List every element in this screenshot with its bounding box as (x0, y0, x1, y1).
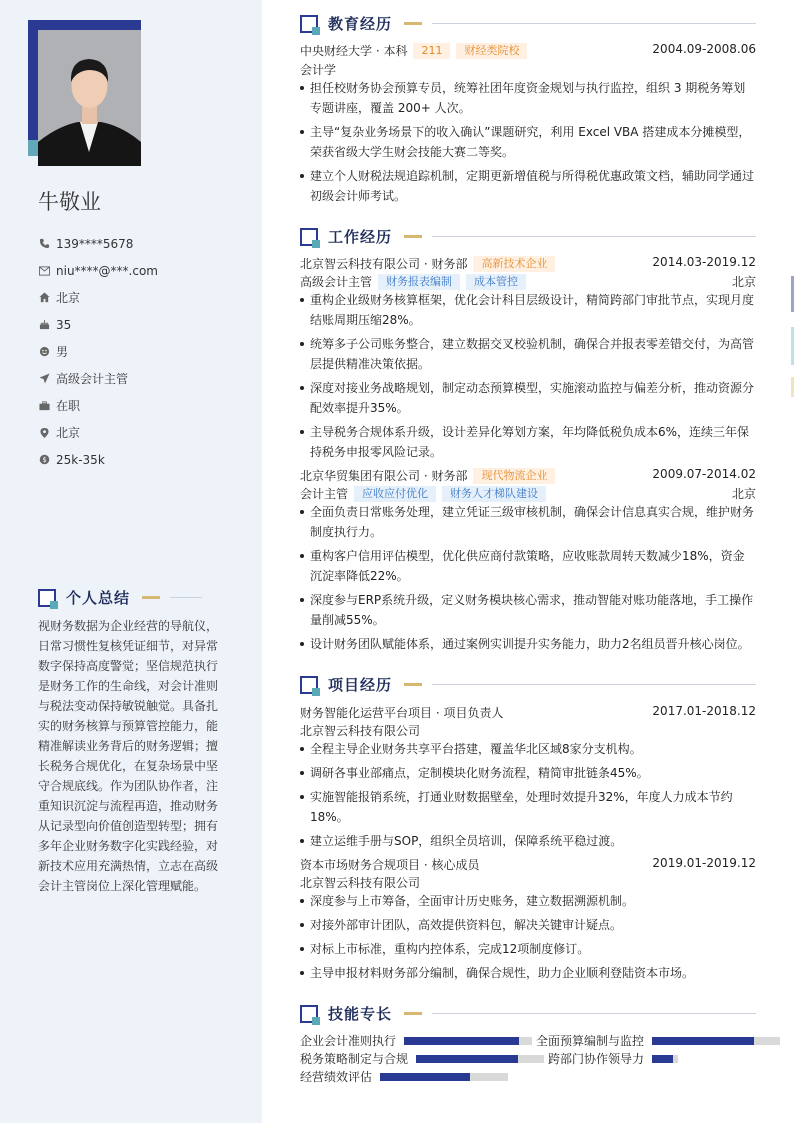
section-divider (170, 597, 202, 598)
section-square-icon (38, 589, 56, 607)
education-major: 会计学 (300, 63, 337, 77)
salary-icon (38, 454, 50, 466)
skill-tag: 成本管控 (466, 274, 526, 290)
list-item: 对接外部审计团队，高效提供资料包，解决关键审计疑点。 (300, 915, 756, 935)
education-period: 2004.09-2008.06 (652, 42, 756, 56)
gender-text: 男 (56, 345, 69, 359)
skill-bar (416, 1055, 544, 1063)
job-city: 北京 (731, 275, 756, 289)
skills-title: 技能专长 (328, 1005, 393, 1023)
job-position-row (300, 485, 756, 502)
list-item: 深度对接业务战略规划，制定动态预算模型，实施滚动监控与偏差分析，推动资源分配效率提升35%。 (300, 378, 756, 418)
skill-item (548, 1050, 678, 1067)
education-header-row (300, 42, 756, 59)
home-text: 北京 (56, 291, 81, 305)
profile-photo (38, 30, 141, 166)
info-age (38, 311, 158, 338)
phone-icon (38, 238, 50, 250)
job-bullets (300, 290, 756, 466)
section-square-icon (300, 676, 318, 694)
list-item: 调研各事业部痛点，定制模块化财务流程，精简审批链条45%。 (300, 763, 756, 783)
skill-name: 全面预算编制与监控 (536, 1034, 645, 1048)
skill-name: 经营绩效评估 (300, 1070, 373, 1084)
info-gender (38, 338, 158, 365)
company-tag: 现代物流企业 (473, 468, 555, 484)
list-item: 主导申报材料财务部分编制，确保合规性，助力企业顺利登陆资本市场。 (300, 963, 756, 983)
list-item: 主导“复杂业务场景下的收入确认”课题研究，利用 Excel VBA 搭建成本分摊模型，荣获省级大学生财会技能大赛二等奖。 (300, 122, 756, 162)
section-divider (432, 23, 756, 24)
briefcase-icon (38, 400, 50, 412)
info-home (38, 284, 158, 311)
info-salary (38, 446, 158, 473)
education-bullets (300, 78, 756, 210)
info-location (38, 419, 158, 446)
list-item: 重构企业级财务核算框架，优化会计科目层级设计，精简跨部门审批节点，实现月度结账周期压缩28%。 (300, 290, 756, 330)
location-text: 北京 (56, 426, 81, 440)
section-divider (432, 684, 756, 685)
job-header-row (300, 467, 756, 484)
job-bullets (300, 502, 756, 658)
mail-icon (38, 265, 50, 277)
skill-item (300, 1032, 532, 1049)
skill-bar (404, 1037, 532, 1045)
job-period: 2009.07-2014.02 (652, 467, 756, 481)
education-section-header (300, 13, 756, 34)
project-org-row (300, 722, 756, 739)
list-item: 重构客户信用评估模型，优化供应商付款策略，应收账款周转天数减少18%，资金沉淀率降低22%。 (300, 546, 756, 586)
job-company: 北京智云科技有限公司 · 财务部 (300, 257, 468, 271)
project-org-row (300, 874, 756, 891)
salary-text: 25k-35k (56, 452, 105, 467)
job-city: 北京 (731, 487, 756, 501)
section-square-icon (300, 228, 318, 246)
section-square-icon (300, 15, 318, 33)
summary-title: 个人总结 (66, 589, 131, 607)
project-period: 2019.01-2019.12 (652, 856, 756, 870)
email-text: niu****@***.com (56, 263, 158, 278)
list-item: 设计财务团队赋能体系，通过案例实训提升实务能力，助力2名组员晋升核心岗位。 (300, 634, 756, 654)
project-period: 2017.01-2018.12 (652, 704, 756, 718)
work-title: 工作经历 (328, 228, 393, 246)
status-text: 在职 (56, 399, 81, 413)
list-item: 全程主导企业财务共享平台搭建，覆盖华北区域8家分支机构。 (300, 739, 756, 759)
info-email (38, 257, 158, 284)
company-tag: 高新技术企业 (473, 256, 555, 272)
sidebar (0, 0, 262, 1123)
job-position: 高级会计主管 (300, 275, 373, 289)
location-icon (38, 427, 50, 439)
section-square-icon (300, 1005, 318, 1023)
skill-tag: 应收应付优化 (354, 486, 436, 502)
skills-section-header (300, 1003, 756, 1024)
skill-name: 税务策略制定与合规 (300, 1052, 409, 1066)
contact-info-list (38, 230, 158, 473)
school-name: 中央财经大学 · 本科 (300, 44, 408, 58)
education-tag: 211 (413, 43, 450, 59)
skill-bar (380, 1073, 508, 1081)
list-item: 担任校财务协会预算专员，统筹社团年度资金规划与执行监控，组织 3 期税务筹划专题讲座，覆盖 200+ 人次。 (300, 78, 756, 118)
skill-bar-fill (380, 1073, 470, 1081)
job-company: 北京华贸集团有限公司 · 财务部 (300, 469, 468, 483)
skill-bar (652, 1055, 678, 1063)
list-item: 对标上市标准，重构内控体系，完成12项制度修订。 (300, 939, 756, 959)
list-item: 深度参与上市筹备，全面审计历史账务，建立数据溯源机制。 (300, 891, 756, 911)
education-title: 教育经历 (328, 15, 393, 33)
gold-accent (404, 683, 422, 686)
skill-item (300, 1068, 508, 1085)
section-divider (432, 1013, 756, 1014)
skill-name: 企业会计准则执行 (300, 1034, 397, 1048)
list-item: 主导税务合规体系升级，设计差异化筹划方案，年均降低税负成本6%，连续三年保持税务申报零风险记录。 (300, 422, 756, 462)
project-org: 北京智云科技有限公司 (300, 876, 421, 890)
list-item: 实施智能报销系统，打通业财数据壁垒，处理时效提升32%，年度人力成本节约18%。 (300, 787, 756, 827)
position-text: 高级会计主管 (56, 372, 129, 386)
skill-item (536, 1032, 780, 1049)
skill-item (300, 1050, 544, 1067)
svg-text:$: $ (41, 455, 47, 464)
skill-bar-fill (404, 1037, 519, 1045)
gender-icon (38, 346, 50, 358)
skill-name: 跨部门协作领导力 (548, 1052, 645, 1066)
job-period: 2014.03-2019.12 (652, 255, 756, 269)
work-section-header (300, 226, 756, 247)
skill-bar-fill (652, 1055, 673, 1063)
project-org: 北京智云科技有限公司 (300, 724, 421, 738)
skill-tag: 财务报表编制 (378, 274, 460, 290)
gold-accent (404, 1012, 422, 1015)
list-item: 建立个人财税法规追踪机制，定期更新增值税与所得税优惠政策文档，辅助同学通过初级会计师考试。 (300, 166, 756, 206)
skill-bar-fill (416, 1055, 518, 1063)
skill-bar-fill (652, 1037, 754, 1045)
project-bullets (300, 739, 756, 855)
project-name: 财务智能化运营平台项目 · 项目负责人 (300, 706, 504, 720)
list-item: 深度参与ERP系统升级，定义财务模块核心需求，推动智能对账功能落地，手工操作量削减55%。 (300, 590, 756, 630)
phone-text: 139****5678 (56, 236, 134, 251)
projects-section-header (300, 674, 756, 695)
send-icon (38, 373, 50, 385)
avatar (28, 20, 151, 166)
home-icon (38, 292, 50, 304)
education-major-row (300, 61, 756, 78)
list-item: 统筹多子公司账务整合，建立数据交叉校验机制，确保合并报表零差错交付，为高管层提供精准决策依据。 (300, 334, 756, 374)
project-bullets (300, 891, 756, 987)
gold-accent (404, 235, 422, 238)
project-name: 资本市场财务合规项目 · 核心成员 (300, 858, 480, 872)
projects-title: 项目经历 (328, 676, 393, 694)
project-header-row (300, 856, 756, 873)
skill-tag: 财务人才梯队建设 (442, 486, 546, 502)
info-status (38, 392, 158, 419)
age-text: 35 (56, 317, 72, 332)
summary-section-header (38, 587, 224, 608)
job-position-row (300, 273, 756, 290)
summary-text: 视财务数据为企业经营的导航仪，日常习惯性复核凭证细节，对异常数字保持高度警觉；坚信规范执行是财务工作的生命线，对会计准则与税法变动保持敏锐触觉。具备扎实的财务核算与预算管控能力，能精准解读业务背后的财务逻辑；擅长税务合规优化，在复杂场景中坚守合规底线。作为团队协作者，注重知识沉淀与流程再造，推动财务从记录型向价值创造型转型；拥有多年企业财务数字化实践经验，对新技术应用充满热情，立志在高级会计主管岗位上深化管理赋能。 (38, 619, 219, 893)
list-item: 建立运维手册与SOP，组织全员培训，保障系统平稳过渡。 (300, 831, 756, 851)
job-header-row (300, 255, 756, 272)
education-tag: 财经类院校 (456, 43, 527, 59)
job-position: 会计主管 (300, 487, 349, 501)
info-position (38, 365, 158, 392)
skill-bar (652, 1037, 780, 1045)
section-divider (432, 236, 756, 237)
info-phone (38, 230, 158, 257)
project-header-row (300, 704, 756, 721)
list-item: 全面负责日常账务处理，建立凭证三级审核机制，确保会计信息真实合规，维护财务制度执行力。 (300, 502, 756, 542)
gold-accent (404, 22, 422, 25)
gold-accent (142, 596, 160, 599)
profile-name: 牛敬业 (38, 190, 101, 214)
cake-icon (38, 319, 50, 331)
